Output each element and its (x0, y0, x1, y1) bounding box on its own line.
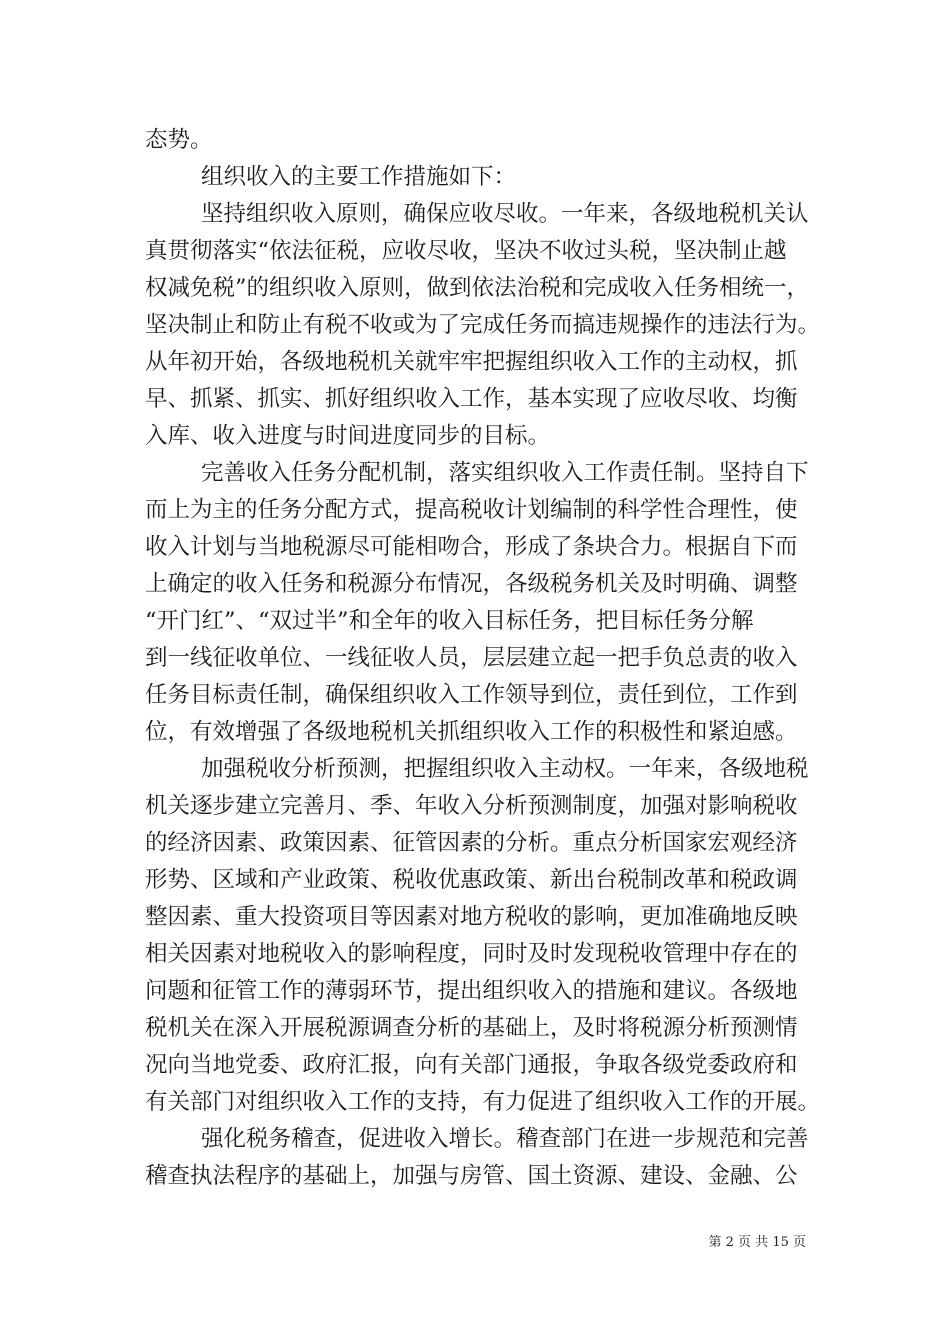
body-text-line: 权减免税”的组织收入原则，做到依法治税和完成收入任务相统一， (145, 275, 810, 301)
body-text-line: 问题和征管工作的薄弱环节，提出组织收入的措施和建议。各级地 (145, 978, 798, 1004)
body-text-line: 相关因素对地税收入的影响程度，同时及时发现税收管理中存在的 (145, 941, 798, 967)
body-text-line: 的经济因素、政策因素、征管因素的分析。重点分析国家宏观经济 (145, 830, 798, 856)
body-text-line: 稽查执法程序的基础上，加强与房管、国土资源、建设、金融、公 (145, 1163, 798, 1189)
paragraph-first-line: 完善收入任务分配机制，落实组织收入工作责任制。坚持自下 (201, 460, 809, 486)
body-text-line: 形势、区域和产业政策、税收优惠政策、新出台税制改革和税政调 (145, 867, 798, 893)
body-text-line: 收入计划与当地税源尽可能相吻合，形成了条块合力。根据自下而 (145, 534, 798, 560)
body-text-line: 坚决制止和防止有税不收或为了完成任务而搞违规操作的违法行为。 (145, 312, 821, 338)
body-text-line: 到一线征收单位、一线征收人员，层层建立起一把手负总责的收入 (145, 645, 798, 671)
body-text-line: 早、抓紧、抓实、抓好组织收入工作，基本实现了应收尽收、均衡 (145, 386, 798, 412)
body-text-line: 任务目标责任制，确保组织收入工作领导到位，责任到位，工作到 (145, 682, 798, 708)
page-number-footer: 第 2 页 共 15 页 (708, 1235, 806, 1250)
body-text-line: “开门红”、“双过半”和全年的收入目标任务，把目标任务分解 (145, 608, 754, 634)
body-text-line: 入库、收入进度与时间进度同步的目标。 (145, 423, 551, 449)
body-text-line: 从年初开始，各级地税机关就牢牢把握组织收入工作的主动权，抓 (145, 349, 798, 375)
paragraph-first-line: 坚持组织收入原则，确保应收尽收。一年来，各级地税机关认 (201, 201, 809, 227)
body-text-line: 态势。 (145, 127, 213, 153)
body-text-line: 组织收入的主要工作措施如下： (201, 164, 517, 190)
body-text-line: 机关逐步建立完善月、季、年收入分析预测制度，加强对影响税收 (145, 793, 798, 819)
body-text-line: 整因素、重大投资项目等因素对地方税收的影响，更加准确地反映 (145, 904, 798, 930)
body-text-line: 而上为主的任务分配方式，提高税收计划编制的科学性合理性，使 (145, 497, 798, 523)
body-text-line: 上确定的收入任务和税源分布情况，各级税务机关及时明确、调整 (145, 571, 798, 597)
body-text-line: 真贯彻落实“依法征税，应收尽收，坚决不收过头税，坚决制止越 (145, 238, 787, 264)
body-text-line: 况向当地党委、政府汇报，向有关部门通报，争取各级党委政府和 (145, 1052, 798, 1078)
body-text-line: 有关部门对组织收入工作的支持，有力促进了组织收入工作的开展。 (145, 1089, 821, 1115)
body-text-line: 税机关在深入开展税源调查分析的基础上，及时将税源分析预测情 (145, 1015, 798, 1041)
paragraph-first-line: 强化税务稽查，促进收入增长。稽查部门在进一步规范和完善 (201, 1126, 809, 1152)
paragraph-first-line: 加强税收分析预测，把握组织收入主动权。一年来，各级地税 (201, 756, 809, 782)
body-text-line: 位，有效增强了各级地税机关抓组织收入工作的积极性和紧迫感。 (145, 719, 798, 745)
